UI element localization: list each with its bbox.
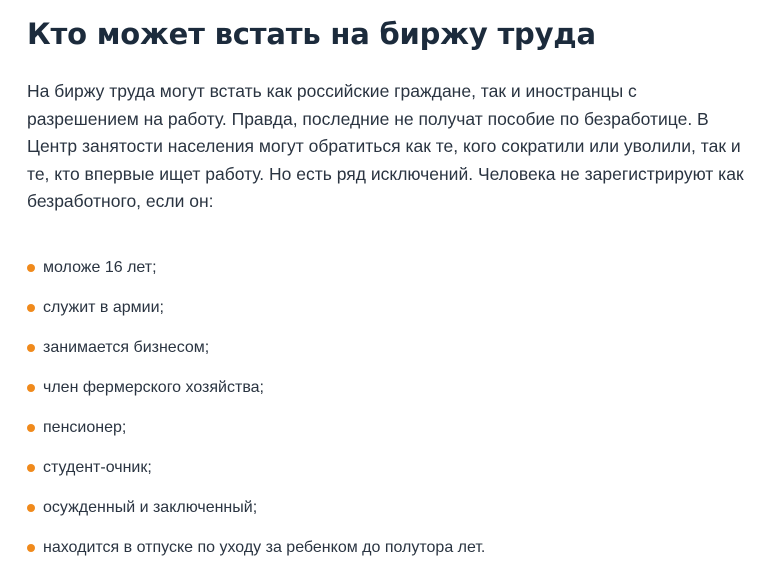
bullet-dot-icon <box>27 384 35 392</box>
list-item <box>27 448 757 488</box>
article <box>27 0 757 568</box>
list-item-text: занимается бизнесом; <box>43 338 210 356</box>
list-item-text: моложе 16 лет; <box>43 258 157 276</box>
list-item <box>27 408 757 448</box>
bullet-dot-icon <box>27 504 35 512</box>
intro-line: разрешением на работу. Правда, последние не получат пособие по безработице. В <box>27 108 709 129</box>
bullet-dot-icon <box>27 464 35 472</box>
intro-line: безработного, если он: <box>27 191 214 212</box>
list-item <box>27 328 757 368</box>
list-item <box>27 288 757 328</box>
intro-paragraph <box>27 78 757 216</box>
intro-line: те, кто впервые ищет работу. Но есть ряд исключений. Человека не зарегистрируют как <box>27 163 744 184</box>
list-item <box>27 488 757 528</box>
exceptions-list <box>27 248 757 568</box>
bullet-dot-icon <box>27 264 35 272</box>
list-item-text: член фермерского хозяйства; <box>43 378 264 396</box>
article-heading: Кто может встать на биржу труда <box>27 17 596 51</box>
list-item <box>27 248 757 288</box>
bullet-dot-icon <box>27 304 35 312</box>
list-item-text: студент-очник; <box>43 458 152 476</box>
bullet-dot-icon <box>27 424 35 432</box>
bullet-dot-icon <box>27 344 35 352</box>
list-item-text: пенсионер; <box>43 418 127 436</box>
intro-line: На биржу труда могут встать как российские граждане, так и иностранцы с <box>27 81 637 101</box>
list-item-text: осужденный и заключенный; <box>43 498 258 516</box>
intro-line: Центр занятости населения могут обратиться как те, кого сократили или уволили, так и <box>27 136 741 157</box>
list-item-text: служит в армии; <box>43 298 164 316</box>
bullet-dot-icon <box>27 544 35 552</box>
list-item <box>27 368 757 408</box>
list-item-text: находится в отпуске по уходу за ребенком до полутора лет. <box>43 538 486 556</box>
